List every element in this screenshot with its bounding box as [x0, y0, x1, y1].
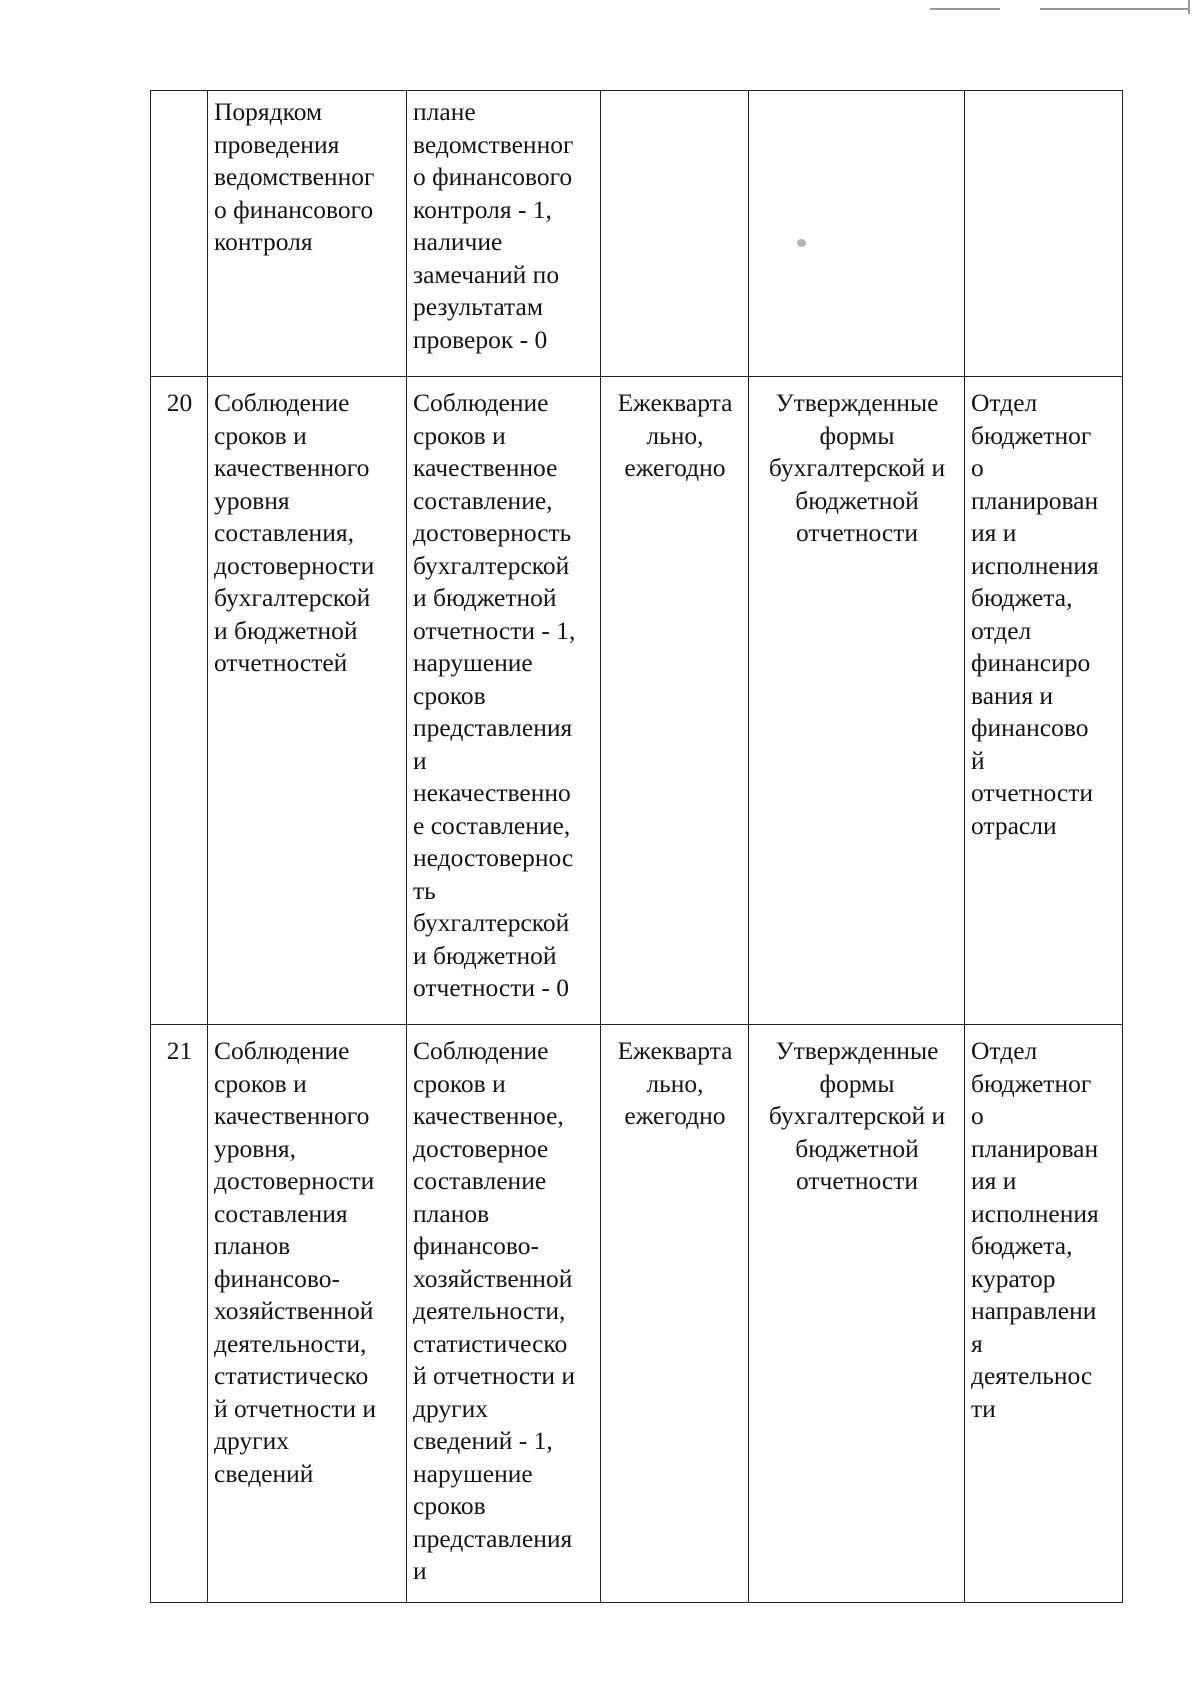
responsible-cell: Отдел бюджетног о планирован ия и исполнения бюджета, отдел финансиро вания и финансово й отчетности отрасли [965, 377, 1123, 1025]
frequency-cell: Ежекварта льно, ежегодно [601, 377, 749, 1025]
indicator-cell: Соблюдение сроков и качественного уровня, достоверности составления планов финансово- хозяйственной деятельности, статистическо й отчетности и других сведений [208, 1025, 407, 1603]
criteria-cell: плане ведомственног о финансового контроля - 1, наличие замечаний по результатам проверок - 0 [407, 91, 601, 377]
table-row [151, 91, 1123, 377]
responsible-cell [965, 91, 1123, 377]
source-cell: Утвержденные формы бухгалтерской и бюджетной отчетности [749, 1025, 965, 1603]
scan-artifact-line [1040, 8, 1190, 10]
responsible-cell: Отдел бюджетног о планирован ия и исполнения бюджета, куратор направлени я деятельнос ти [965, 1025, 1123, 1603]
criteria-cell: Соблюдение сроков и качественное, достоверное составление планов финансово- хозяйственной деятельности, статистическо й отчетности и других сведений - 1, нарушение сроков представления и [407, 1025, 601, 1603]
indicator-cell: Порядком проведения ведомственног о финансового контроля [208, 91, 407, 377]
source-cell [749, 91, 965, 377]
criteria-cell: Соблюдение сроков и качественное составление, достоверность бухгалтерской и бюджетной отчетности - 1, нарушение сроков представления и некачественно е составление, недостовернос ть бухгалтерской и бюджетной отчетности - 0 [407, 377, 601, 1025]
frequency-cell [601, 91, 749, 377]
table-row [151, 377, 1123, 1025]
source-cell: Утвержденные формы бухгалтерской и бюджетной отчетности [749, 377, 965, 1025]
frequency-cell: Ежекварта льно, ежегодно [601, 1025, 749, 1603]
row-number: 21 [151, 1025, 208, 1603]
scan-artifact-line [930, 8, 1000, 10]
row-number: 20 [151, 377, 208, 1025]
kpi-table [150, 90, 1123, 1603]
scan-artifact-line [1188, 0, 1190, 14]
table-row [151, 1025, 1123, 1603]
row-number [151, 91, 208, 377]
indicator-cell: Соблюдение сроков и качественного уровня составления, достоверности бухгалтерской и бюджетной отчетностей [208, 377, 407, 1025]
